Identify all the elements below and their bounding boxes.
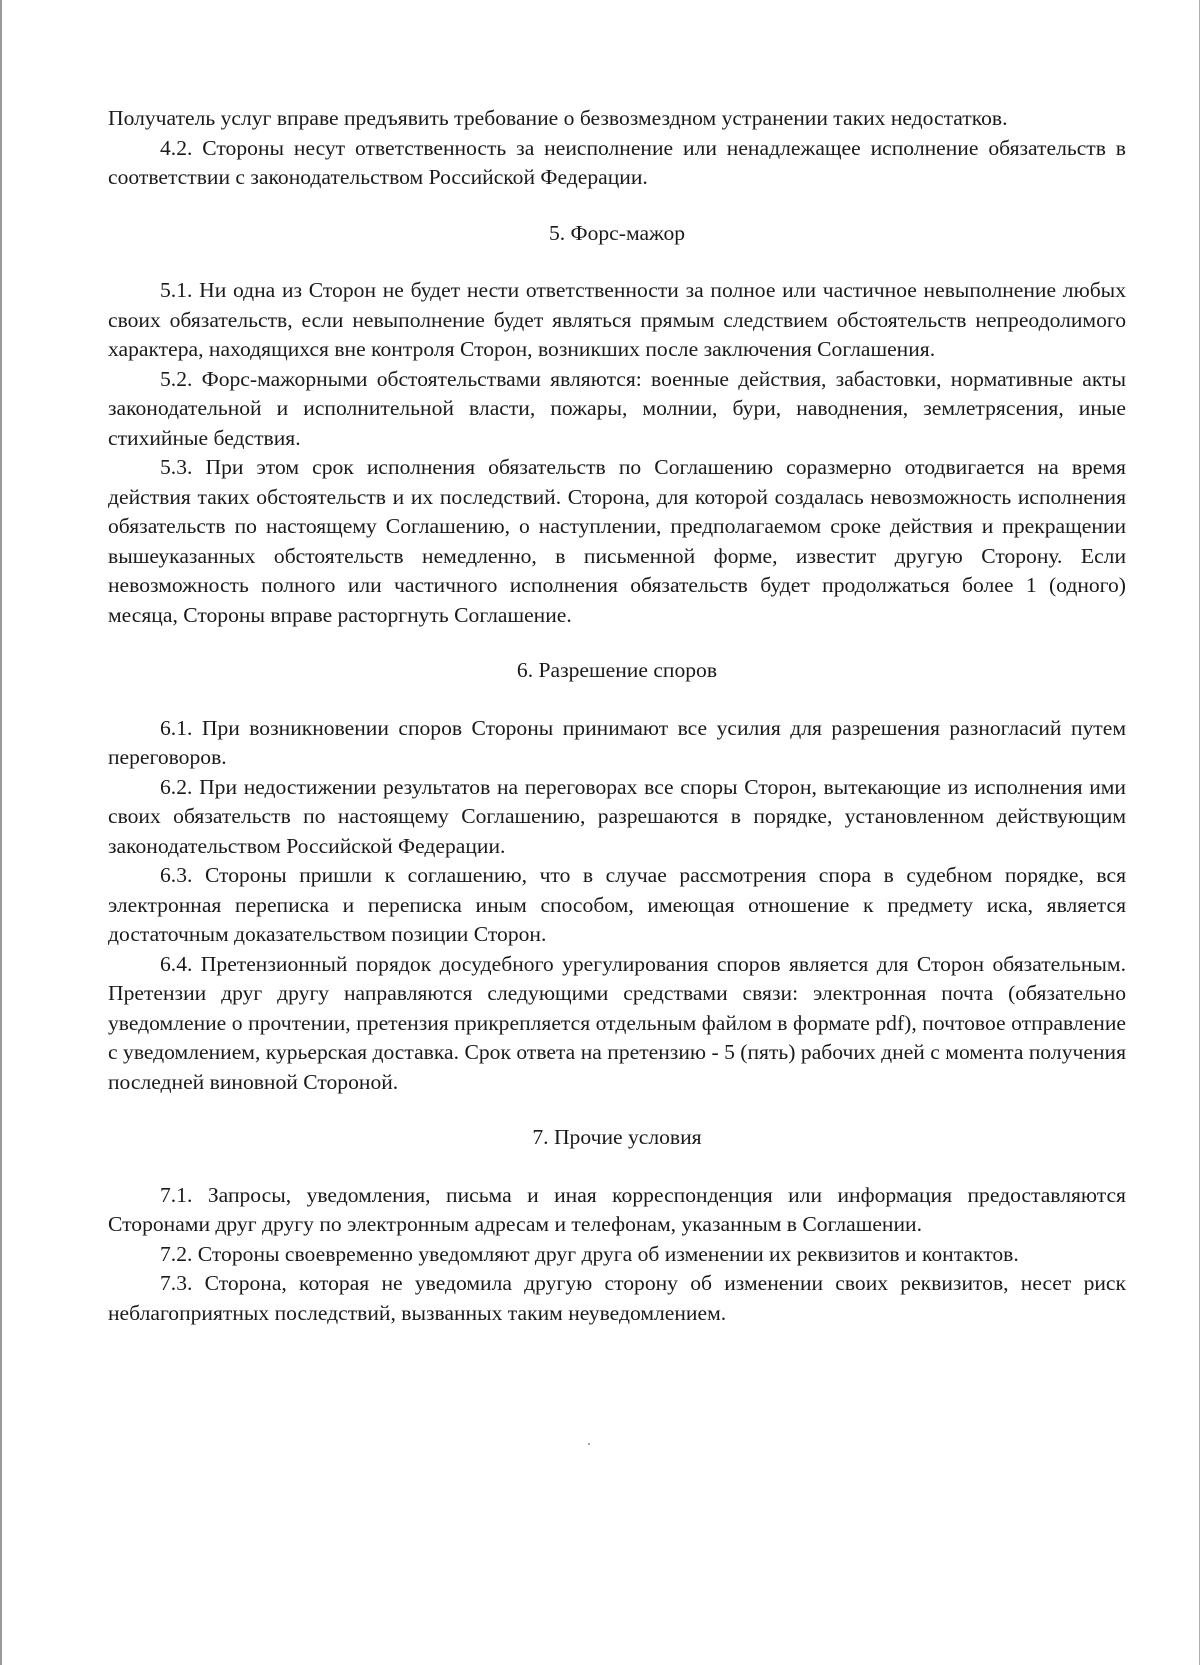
paragraph-5-2: 5.2. Форс-мажорными обстоятельствами являются: военные действия, забастовки, нормативные акты законодательной и исполнительной власти, пожары, молнии, бури, наводнения, землетрясения, иные стихийные бедствия. <box>108 366 1126 450</box>
paragraph-5-1: 5.1. Ни одна из Сторон не будет нести ответственности за полное или частичное невыполнение любых своих обязательств, если невыполнение будет являться прямым следствием обстоятельств непреодолимого характера, находящихся вне контроля Сторон, возникших после заключения Соглашения. <box>108 278 1126 361</box>
section-heading-disputes: 6. Разрешение споров <box>516 658 718 682</box>
paragraph-4-2: 4.2. Стороны несут ответственность за неисполнение или ненадлежащее исполнение обязательств в соответствии с законодательством Российской Федерации. <box>108 135 1126 189</box>
paragraph-7-2: 7.2. Стороны своевременно уведомляют друг друга об изменении их реквизитов и контактов. <box>160 1241 1019 1266</box>
paragraph-6-1: 6.1. При возникновении споров Стороны принимают все усилия для разрешения разногласий путем переговоров. <box>108 715 1126 769</box>
scan-speck <box>588 1443 590 1445</box>
scan-edge-left <box>0 0 2 1665</box>
paragraph-7-1: 7.1. Запросы, уведомления, письма и иная корреспонденция или информация предоставляются Сторонами друг другу по электронным адресам и телефонам, указанным в Соглашении. <box>108 1182 1126 1236</box>
paragraph-6-3: 6.3. Стороны пришли к соглашению, что в случае рассмотрения спора в судебном порядке, вся электронная переписка и переписка иным способом, имеющая отношение к предмету иска, является достаточным доказательством позиции Сторон. <box>108 863 1126 946</box>
document-body <box>108 104 1126 1328</box>
paragraph-intro: Получатель услуг вправе предъявить требование о безвозмездном устранении таких недостатков. <box>108 106 1008 130</box>
paragraph-7-3: 7.3. Сторона, которая не уведомила другую сторону об изменении своих реквизитов, несет риск неблагоприятных последствий, вызванных таким неуведомлением. <box>108 1271 1126 1325</box>
section-heading-other-terms: 7. Прочие условия <box>532 1125 702 1149</box>
paragraph-6-2: 6.2. При недостижении результатов на переговорах все споры Сторон, вытекающие из исполнения ими своих обязательств по настоящему Соглашению, разрешаются в порядке, установленном действующим законодательством Российской Федерации. <box>108 774 1126 858</box>
section-heading-force-majeure: 5. Форс-мажор <box>548 220 686 245</box>
paragraph-5-3: 5.3. При этом срок исполнения обязательств по Соглашению соразмерно отодвигается на время действия таких обстоятельств и их последствий. Сторона, для которой создалась невозможность исполнения обязательств по настоящему Соглашению, о наступлении, предполагаемом сроке действия и прекращении вышеуказанных обстоятельств немедленно, в письменной форме, известит другую Сторону. Если невозможность полного или частичного исполнения обязательств будет продолжаться более 1 (одного) месяца, Стороны вправе расторгнуть Соглашение. <box>108 455 1126 627</box>
paragraph-6-4: 6.4. Претензионный порядок досудебного урегулирования споров является для Сторон обязательным. Претензии друг другу направляются следующими средствами связи: электронная почта (обязательно уведомление о прочтении, претензия прикрепляется отдельным файлом в формате pdf), почтовое отправление с уведомлением, курьерская доставка. Срок ответа на претензию - 5 (пять) рабочих дней с момента получения последней виновной Стороной. <box>108 951 1126 1094</box>
